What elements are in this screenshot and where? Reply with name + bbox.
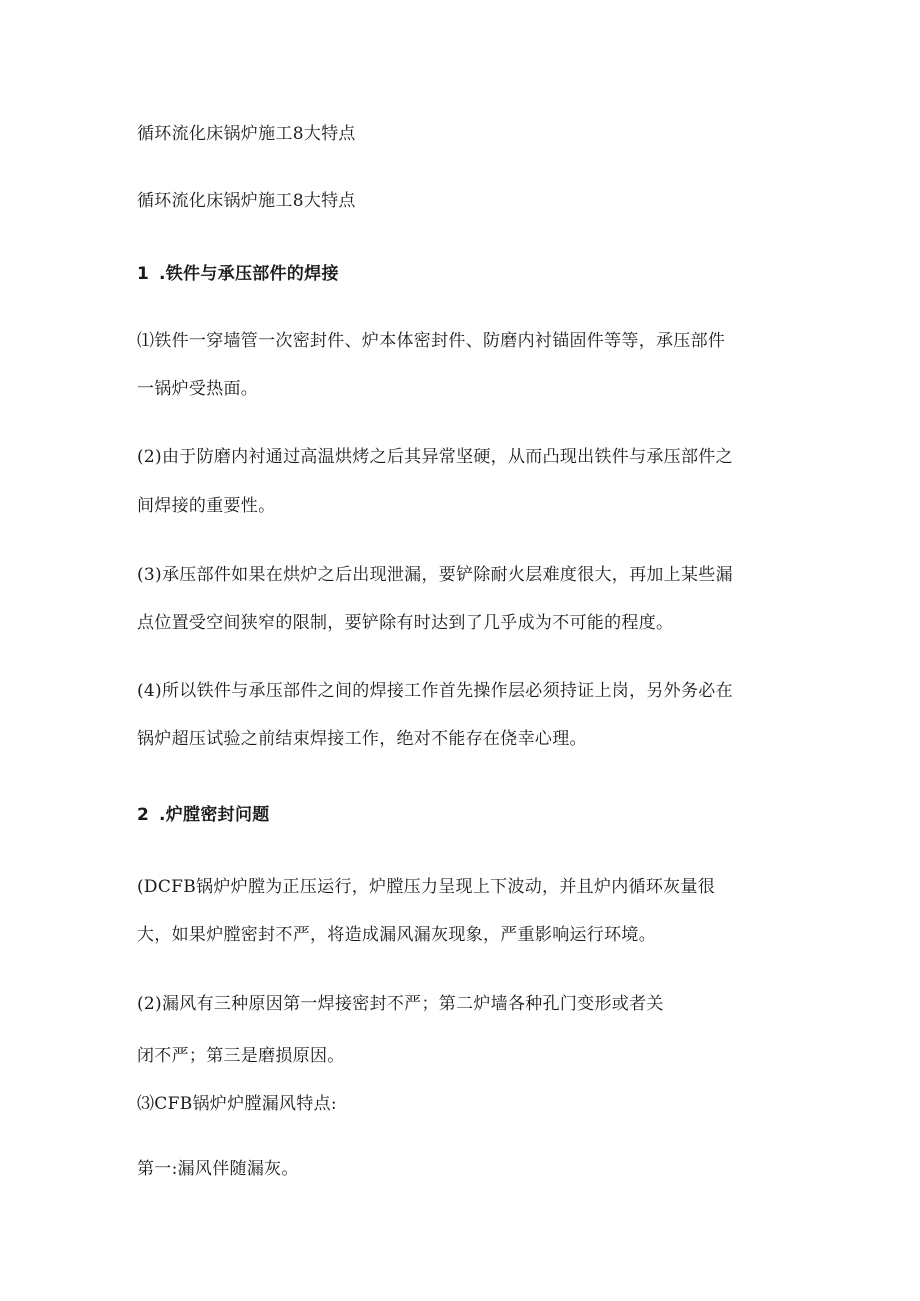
section-2-paragraph-4-line-1: 第一:漏风伴随漏灰。 — [137, 1159, 299, 1179]
section-2-heading — [137, 804, 270, 826]
section-1-paragraph-2-line-1: (2)由于防磨内衬通过高温烘烤之后其异常坚硬，从而凸现出铁件与承压部件之 — [137, 447, 733, 467]
document-subtitle: 循环流化床锅炉施工8大特点 — [137, 191, 356, 211]
section-1-heading — [137, 263, 339, 285]
section-2-paragraph-3-line-1: ⑶CFB锅炉炉膛漏风特点: — [137, 1094, 337, 1114]
section-2-paragraph-1-line-2: 大，如果炉膛密封不严，将造成漏风漏灰现象，严重影响运行环境。 — [137, 925, 656, 945]
section-1-paragraph-1-line-1: ⑴铁件一穿墙管一次密封件、炉本体密封件、防磨内衬锚固件等等，承压部件 — [137, 331, 726, 351]
section-1-paragraph-4-line-1: (4)所以铁件与承压部件之间的焊接工作首先操作层必须持证上岗，另外务必在 — [137, 681, 733, 701]
section-1-title: .铁件与承压部件的焊接 — [159, 264, 339, 284]
section-1-paragraph-2-line-2: 间焊接的重要性。 — [137, 496, 276, 516]
section-2-title: .炉膛密封问题 — [159, 805, 270, 825]
section-1-paragraph-3-line-1: (3)承压部件如果在烘炉之后出现泄漏，要铲除耐火层难度很大，再加上某些漏 — [137, 565, 733, 585]
section-1-paragraph-3-line-2: 点位置受空间狭窄的限制，要铲除有时达到了几乎成为不可能的程度。 — [137, 613, 674, 633]
section-1-paragraph-1-line-2: 一锅炉受热面。 — [137, 379, 259, 399]
section-2-paragraph-2-line-1: (2)漏风有三种原因第一焊接密封不严；第二炉墙各种孔门变形或者关 — [137, 994, 664, 1014]
section-2-paragraph-1-line-1: (DCFB锅炉炉膛为正压运行，炉膛压力呈现上下波动，并且炉内循环灰量很 — [137, 877, 716, 897]
document-title: 循环流化床锅炉施工8大特点 — [137, 124, 356, 144]
section-1-number: 1 — [137, 264, 150, 284]
section-2-number: 2 — [137, 805, 150, 825]
section-2-paragraph-2-line-2: 闭不严；第三是磨损原因。 — [137, 1046, 345, 1066]
section-1-paragraph-4-line-2: 锅炉超压试验之前结束焊接工作，绝对不能存在侥幸心理。 — [137, 729, 587, 749]
